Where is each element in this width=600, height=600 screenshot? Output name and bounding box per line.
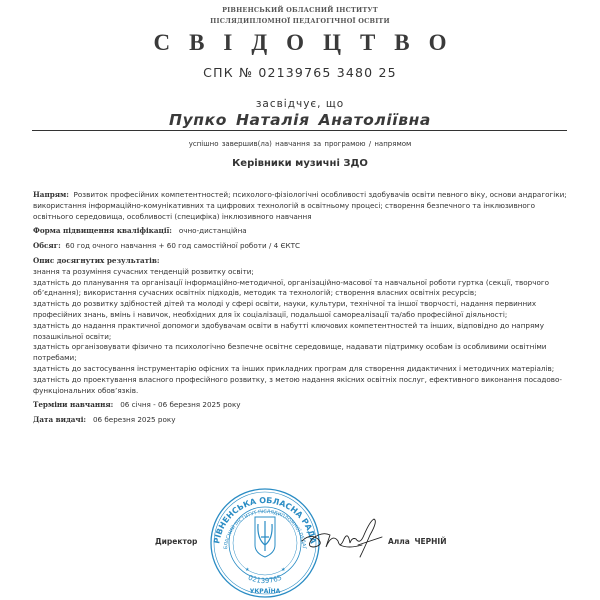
result-item: здатність організовувати фізично та психологічно безпечне освітнє середовище, надавати підтримку особам із особливими освітніми потребами; — [33, 342, 547, 363]
result-item: здатність до планування та організації інформаційно-методичної, організаційно-масової та навчальної роботи гуртка (секції, творчого об’єднання); використання сучасних освітніх підходів, методик та технологій; створення власних освітніх ресурсів; — [33, 277, 550, 298]
issue-date-value: 06 березня 2025 року — [92, 415, 176, 425]
stamp-country: УКРАЇНА — [249, 588, 281, 595]
star-icon: ★ — [281, 567, 286, 573]
document-title: СВІДОЦТВО — [153, 30, 466, 55]
terms-label: Терміни навчання: — [33, 400, 114, 410]
volume-value: 60 год очного навчання + 60 год самостійної роботи / 4 ЄКТС — [65, 241, 300, 251]
program-name: Керівники музичні ЗДО — [232, 158, 368, 169]
terms-section — [33, 400, 568, 411]
issue-date-label: Дата видачі: — [33, 415, 87, 425]
trident-icon — [255, 517, 275, 557]
stamp-code: 02139765 — [246, 573, 284, 586]
result-item: знання та розуміння сучасних тенденцій розвитку освіти; — [33, 266, 254, 276]
result-item: здатність до надання практичної допомоги здобувачам освіти в набутті ключових компетентностей та інших, відповідно до напряму позашкільної освіти; — [33, 320, 544, 341]
stamp-inner-text: БЛАСНИЙ ІНСТИТУТ ПІСЛЯДИПЛОМНОЇ ПЕДАГ — [224, 509, 306, 550]
direction-value: Розвиток професійних компетентностей; психолого-фізіологічні особливості здобувачів освіти певного віку, основи андрагогіки; використання інформаційно-комунікативних та цифрових технологій в освітньому процесі; створення безпечного та інклюзивного освітнього середовища, особливості (специфіка) інклюзивного навчання — [33, 190, 567, 221]
registration-number: СПК № 02139765 3480 25 — [203, 65, 397, 80]
form-label: Форма підвищення кваліфікації: — [33, 226, 172, 236]
star-icon: ★ — [245, 567, 250, 573]
name-underline — [32, 130, 567, 131]
direction-label: Напрям: — [33, 190, 69, 199]
completed-text: успішно завершив(ла) навчання за програмою / напрямом — [188, 140, 412, 148]
signatory-name: Алла ЧЕРНІЙ — [388, 537, 447, 546]
results-section — [33, 256, 568, 267]
result-item: здатність до застосування інструментарію офісних та інших прикладних програм для створення дидактичних і методичних матеріалів; — [33, 363, 555, 373]
results-label: Опис досягнутих результатів: — [33, 255, 160, 265]
institution-line-2: ПІСЛЯДИПЛОМНОЇ ПЕДАГОГІЧНОЇ ОСВІТИ — [210, 17, 390, 25]
stamp-outer-text: РІВНЕНСЬКА ОБЛАСНА РАДА — [212, 495, 318, 545]
certifies-text: засвідчує, що — [255, 98, 345, 110]
form-value: очно-дистанційна — [178, 226, 247, 236]
volume-label: Обсяг: — [33, 241, 61, 251]
certificate-details — [33, 190, 568, 426]
volume-section — [33, 241, 568, 252]
recipient-name: Пупко Наталія Анатоліївна — [169, 111, 431, 129]
issue-date-section — [33, 415, 568, 426]
handwritten-signature — [300, 515, 385, 560]
terms-value: 06 січня - 06 березня 2025 року — [120, 400, 241, 410]
direction-section — [33, 190, 568, 222]
institution-line-1: РІВНЕНСЬКИЙ ОБЛАСНИЙ ІНСТИТУТ — [222, 6, 378, 14]
form-section — [33, 226, 568, 237]
result-item: здатність до проектування власного професійного розвитку, з метою надання якісних освітніх послуг, ефективного виконання посадово-функціональних обов’язків. — [33, 374, 562, 395]
signatory-position: Директор — [155, 537, 198, 546]
result-item: здатність до розвитку здібностей дітей та молоді у сфері освіти, науки, культури, технічної та іншої творчості, надання первинних професійних знань, вмінь і навичок, необхідних для їх соціалізації, подальшої самореалізації та/або професійної діяльності; — [33, 299, 537, 319]
